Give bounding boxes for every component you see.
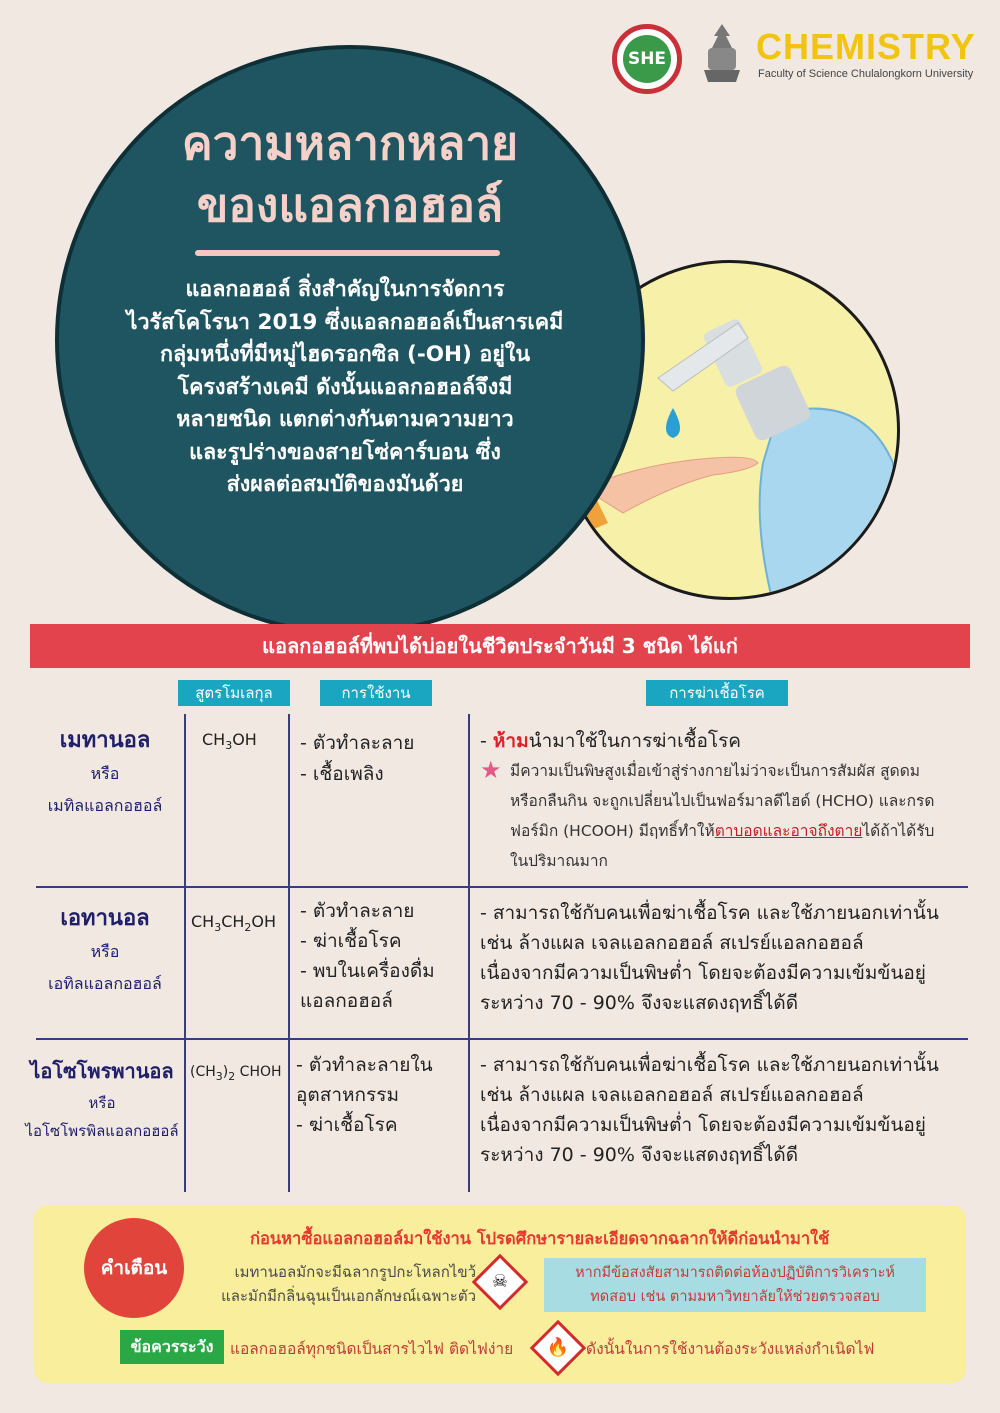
column-header-uses: การใช้งาน bbox=[320, 680, 432, 706]
warning-label: คำเตือน bbox=[84, 1218, 184, 1318]
star-icon: ★ bbox=[480, 756, 502, 784]
molecular-formula: $CH_3CH_2OH$ bbox=[191, 912, 277, 935]
skull-crossbones-icon: ☠ bbox=[472, 1254, 529, 1311]
alcohol-or: หรือ bbox=[88, 1094, 116, 1112]
uses-text: - ตัวทำละลาย - เชื้อเพลิง bbox=[300, 732, 415, 785]
alcohol-alt-name: เมทิลแอลกอฮอล์ bbox=[47, 796, 163, 815]
flammable-icon: 🔥 bbox=[530, 1320, 587, 1377]
methanol-danger-text: มีความเป็นพิษสูงเมื่อเข้าสู่ร่างกายไม่ว่าจะเป็นการสัมผัส สูดดม หรือกลืนกิน จะถูกเปลี่ยนไปเป็นฟอร์มาลดีไฮด์ (HCHO) และกรด ฟอร์มิก (HCOOH) มีฤทธิ์ทำให้ตาบอดและอาจถึงตายได้ถ้าได้รับ ในปริมาณมาก bbox=[510, 762, 935, 870]
intro-text: แอลกอฮอล์ สิ่งสำคัญในการจัดการ ไวรัสโคโรนา 2019 ซึ่งแอลกอฮอล์เป็นสารเคมี กลุ่มหนึ่งที่มีหมู่ไฮดรอกซิล (-OH) อยู่ใน โครงสร้างเคมี ดังนั้นแอลกอฮอล์จึงมี หลายชนิด แตกต่างกันตามความยาว และรูปร่างของสายโซ่คาร์บอน ซึ่ง ส่งผลต่อสมบัติของมันด้วย bbox=[126, 277, 564, 497]
table-row bbox=[30, 724, 180, 822]
alcohol-or: หรือ bbox=[90, 942, 120, 961]
alcohol-name: เอทานอล bbox=[60, 906, 150, 931]
uses-text: - ตัวทำละลาย - ฆ่าเชื้อโรค - พบในเครื่องดื่ม แอลกอฮอล์ bbox=[300, 900, 435, 1012]
molecular-formula: $CH_3OH$ bbox=[202, 730, 257, 753]
column-header-disinfection: การฆ่าเชื้อโรค bbox=[646, 680, 788, 706]
table-row bbox=[20, 1054, 184, 1144]
table-divider bbox=[36, 1038, 968, 1040]
caution-text: แอลกอฮอล์ทุกชนิดเป็นสารไวไฟ ติดไฟง่าย bbox=[230, 1340, 514, 1358]
brand-subtitle: Faculty of Science Chulalongkorn University bbox=[758, 68, 974, 80]
methanol-label-note: เมทานอลมักจะมีฉลากรูปกะโหลกไขว้ และมักมีกลิ่นฉุนเป็นเอกลักษณ์เฉพาะตัว bbox=[221, 1263, 476, 1305]
table-divider bbox=[288, 714, 290, 1192]
she-logo-text: SHE bbox=[623, 35, 671, 83]
page-title bbox=[120, 112, 580, 236]
column-header-formula: สูตรโมเลกุล bbox=[178, 680, 290, 706]
table-row bbox=[30, 902, 180, 1000]
table-divider bbox=[36, 886, 968, 888]
table-divider bbox=[184, 714, 186, 1192]
chula-crest-icon bbox=[700, 22, 744, 84]
disinfection-ban: - ห้ามนำมาใช้ในการฆ่าเชื้อโรค bbox=[480, 730, 741, 752]
caution-label: ข้อควรระวัง bbox=[120, 1330, 224, 1364]
disinfection-text: - สามารถใช้กับคนเพื่อฆ่าเชื้อโรค และใช้ภายนอกเท่านั้น เช่น ล้างแผล เจลแอลกอฮอล์ สเปรย์แอลกอฮอล์ เนื่องจากมีความเป็นพิษต่ำ โดยจะต้องมีความเข้มข้นอยู่ ระหว่าง 70 - 90% จึงจะแสดงฤทธิ์ได้ดี bbox=[480, 902, 939, 1014]
alcohol-name: ไอโซโพรพานอล bbox=[30, 1059, 174, 1083]
section-banner: แอลกอฮอล์ที่พบได้บ่อยในชีวิตประจำวันมี 3 ชนิด ได้แก่ bbox=[30, 624, 970, 668]
disinfection-text: - สามารถใช้กับคนเพื่อฆ่าเชื้อโรค และใช้ภายนอกเท่านั้น เช่น ล้างแผล เจลแอลกอฮอล์ สเปรย์แอลกอฮอล์ เนื่องจากมีความเป็นพิษต่ำ โดยจะต้องมีความเข้มข้นอยู่ ระหว่าง 70 - 90% จึงจะแสดงฤทธิ์ได้ดี bbox=[480, 1054, 939, 1166]
uses-text: - ตัวทำละลายใน อุตสาหกรรม - ฆ่าเชื้อโรค bbox=[296, 1054, 433, 1136]
warning-heading: ก่อนหาซื้อแอลกอฮอล์มาใช้งาน โปรดศึกษารายละเอียดจากฉลากให้ดีก่อนนำมาใช้ bbox=[250, 1229, 830, 1248]
alcohol-alt-name: เอทิลแอลกอฮอล์ bbox=[48, 974, 162, 993]
alcohol-or: หรือ bbox=[90, 764, 120, 783]
table-divider bbox=[468, 714, 470, 1192]
brand-title: CHEMISTRY bbox=[756, 26, 976, 67]
title-line-1: ความหลากหลาย bbox=[181, 116, 519, 170]
alcohol-alt-name: ไอโซโพรพิลแอลกอฮอล์ bbox=[25, 1122, 179, 1140]
title-divider bbox=[195, 250, 500, 256]
alcohol-name: เมทานอล bbox=[59, 728, 151, 753]
molecular-formula: $(CH_3)_2$ CHOH bbox=[190, 1064, 282, 1083]
contact-note: หากมีข้อสงสัยสามารถติดต่อห้องปฏิบัติการวิเคราะห์ ทดสอบ เช่น ตามมหาวิทยาลัยให้ช่วยตรวจสอบ bbox=[544, 1258, 926, 1312]
title-line-2: ของแอลกอฮอล์ bbox=[196, 178, 504, 232]
she-logo bbox=[612, 24, 682, 94]
caution-text-continued: ดังนั้นในการใช้งานต้องระวังแหล่งกำเนิดไฟ bbox=[586, 1340, 875, 1358]
